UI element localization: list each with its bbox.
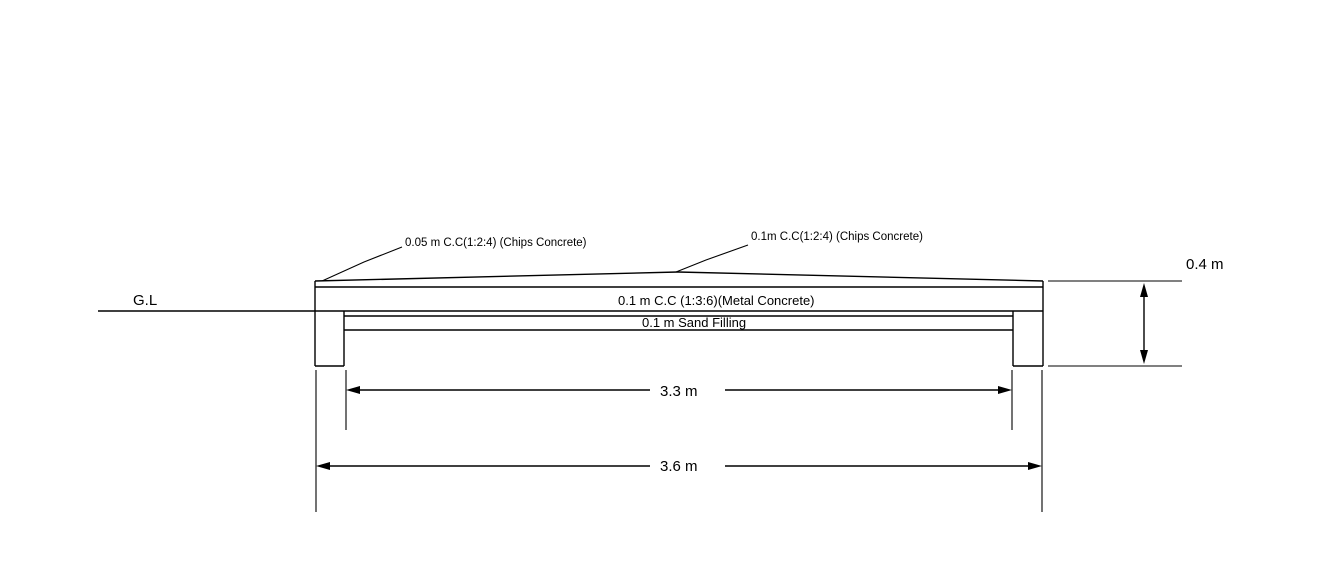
camber-left-slope <box>315 272 678 281</box>
dim-arrow-inner-left <box>346 386 360 394</box>
ground-level-label: G.L <box>133 292 158 309</box>
dimension-label-depth: 0.4 m <box>1186 256 1224 273</box>
dim-arrow-depth-top <box>1140 283 1148 297</box>
dim-arrow-inner-right <box>998 386 1012 394</box>
leader-left <box>322 247 402 281</box>
dimension-label-overall-width: 3.6 m <box>660 458 698 475</box>
dim-arrow-outer-right <box>1028 462 1042 470</box>
dimension-label-inner-width: 3.3 m <box>660 383 698 400</box>
annotation-chips-concrete-01: 0.1m C.C(1:2:4) (Chips Concrete) <box>751 231 923 243</box>
dim-arrow-outer-left <box>316 462 330 470</box>
camber-right-slope <box>678 272 1043 281</box>
layer-label-sand-filling: 0.1 m Sand Filling <box>642 315 747 330</box>
annotation-chips-concrete-005: 0.05 m C.C(1:2:4) (Chips Concrete) <box>405 237 587 249</box>
layer-label-metal-concrete: 0.1 m C.C (1:3:6)(Metal Concrete) <box>618 293 815 308</box>
leader-right <box>676 245 748 272</box>
dim-arrow-depth-bottom <box>1140 350 1148 364</box>
